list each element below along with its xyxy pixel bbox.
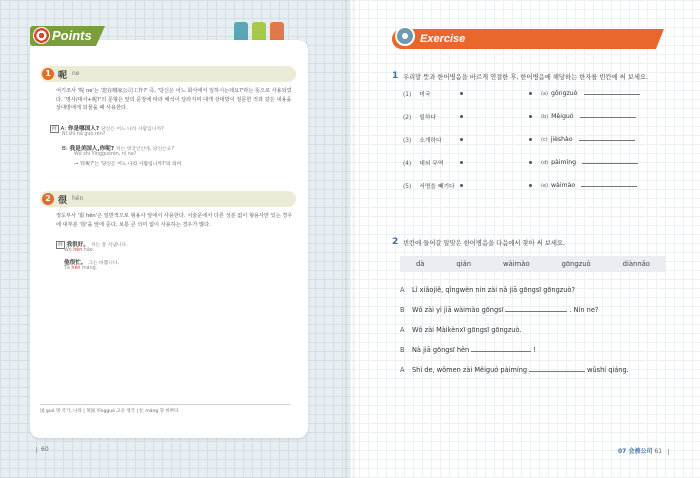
exercise-title: Exercise [420,33,466,45]
example-2b: 他很忙。 그는 바쁩니다. [64,260,120,266]
answer-blank[interactable] [580,112,636,118]
target-icon [33,27,50,44]
tab-teal [234,22,248,40]
match-dot-left[interactable] [460,115,463,118]
question-2-number: 2 [392,237,399,247]
question-1-text: 우리말 뜻과 한어병음을 바르게 연결한 후, 한어병음에 해당하는 한자를 빈칸에 써 보세요. [403,74,649,81]
section-2-number: 2 [42,193,54,205]
gear-icon-center [402,33,408,39]
section-1-title: 呢 [58,71,68,81]
example-1b: B: 我是美国人,你呢? 저는 영국인인데, 당신은요? [62,146,174,152]
match-dot-right[interactable] [529,184,532,187]
section-2-pinyin: hěn [72,195,84,202]
match-row-1: (1) 미국 (a) gōngzuò [403,89,665,99]
section-1-number: 1 [42,68,54,80]
answer-blank[interactable] [529,366,585,372]
book-gutter [345,0,355,478]
dialogue-line-4: B Nà jiā gōngsī hěn ! [400,346,536,354]
match-row-5: (5) 서명을 빼기다 (e) wàimào [403,181,665,191]
match-dot-left[interactable] [460,161,463,164]
word-bank [400,256,666,272]
word-bank-item: wàimào [503,260,530,268]
answer-blank[interactable] [579,135,635,141]
match-dot-right[interactable] [529,161,532,164]
points-title: Points [52,28,92,43]
example-1b-pinyin: Wǒ shì Yīngguórén, nǐ ne? [74,152,137,157]
dialogue-line-2: B Wǒ zài yì jiā wàimào gōngsī . Nín ne? [400,306,599,314]
tab-green [252,22,266,40]
word-bank-item: qián [456,260,472,268]
match-dot-left[interactable] [460,184,463,187]
answer-blank[interactable] [582,158,638,164]
example-1-note: → '你呢?'는 '당신은 어느 나라 사람입니까?'의 의미 [74,162,182,167]
answer-blank[interactable] [581,181,637,187]
match-row-2: (2) 일하다 (b) Měiguó [403,112,665,122]
word-bank-item: gōngzuò [561,260,591,268]
example-badge: 例 [52,127,57,132]
example-2b-pinyin: Tā hěn máng. [64,266,98,271]
answer-blank[interactable] [584,89,640,95]
match-dot-right[interactable] [529,138,532,141]
example-2a-pinyin: Wǒ hěn hǎo. [64,248,95,253]
match-dot-right[interactable] [529,92,532,95]
answer-blank[interactable] [505,306,567,312]
match-dot-left[interactable] [460,92,463,95]
dialogue-line-5: A Shì de, wǒmen zài Měiguó pàimíng wǔshí qiáng. [400,366,629,374]
example-badge: 例 [58,243,63,248]
question-1-number: 1 [392,71,399,81]
section-2-title: 很 [58,196,68,206]
example-2a: 例 我很好。 저는 잘 지냅니다. [58,242,128,248]
dialogue-line-3: A Wǒ zài Màikènxī gōngsī gōngzuò. [400,326,522,334]
section-1-paragraph: 어기조사 '呢 ne'는 '您在哪家公司工作?' 즉, '당신은 어느 회사에서 일하시는데요?'라는 뜻으로 사용되었다. '명사/대사+呢?'의 문형은 앞의 문장에 따라 해석이 달라지며 대개 상대방이 질문한 것과 같은 내용을 상대방에게 되물을 때 사용한다. [56,88,292,111]
tab-orange [270,22,284,40]
page-number: 61 [654,448,663,455]
word-bank-item: dà [415,260,425,268]
page-number-left: 60 [36,446,49,453]
section-2-paragraph: 정도부사 '很 hěn'은 일반적으로 형용사 앞에서 사용한다. 서술문에서 다른 성분 없이 형용사만 있는 경우에 대부분 '很'을 앞에 준다, 보통 큰 의미 없이 사용하는 경우가 많다. [56,213,293,228]
color-tabs [234,22,284,40]
match-row-4: (4) 대외 무역 (d) pàimíng [403,158,665,168]
lesson-label: 07 会被公司 [618,448,653,455]
match-dot-left[interactable] [460,138,463,141]
section-1-pinyin: ne [72,70,80,77]
answer-blank[interactable] [471,346,531,352]
question-2-text: 빈칸에 들어갈 알맞은 한어병음을 다음에서 찾아 써 보세요. [403,240,565,247]
example-1a-pinyin: Nǐ shì nǎ guó rén? [62,132,106,137]
match-row-3: (3) 소개하다 (c) jièshào [403,135,665,145]
page-number-right [618,446,669,455]
vocab-footer: 国 guó 명 국가, 나라 | 英国 Yīngguó 고유 영국 | 忙 máng 형 바쁘다 [40,404,290,414]
dialogue-line-1: A Lǐ xiǎojiě, qǐngwèn nín zài nǎ jiā gōngsī gōngzuò? [400,286,575,294]
example-1a: 例 A: 你是哪国人? 당신은 어느 나라 사람입니까? [52,126,164,132]
word-bank-item: diànnǎo [622,260,650,268]
match-dot-right[interactable] [529,115,532,118]
